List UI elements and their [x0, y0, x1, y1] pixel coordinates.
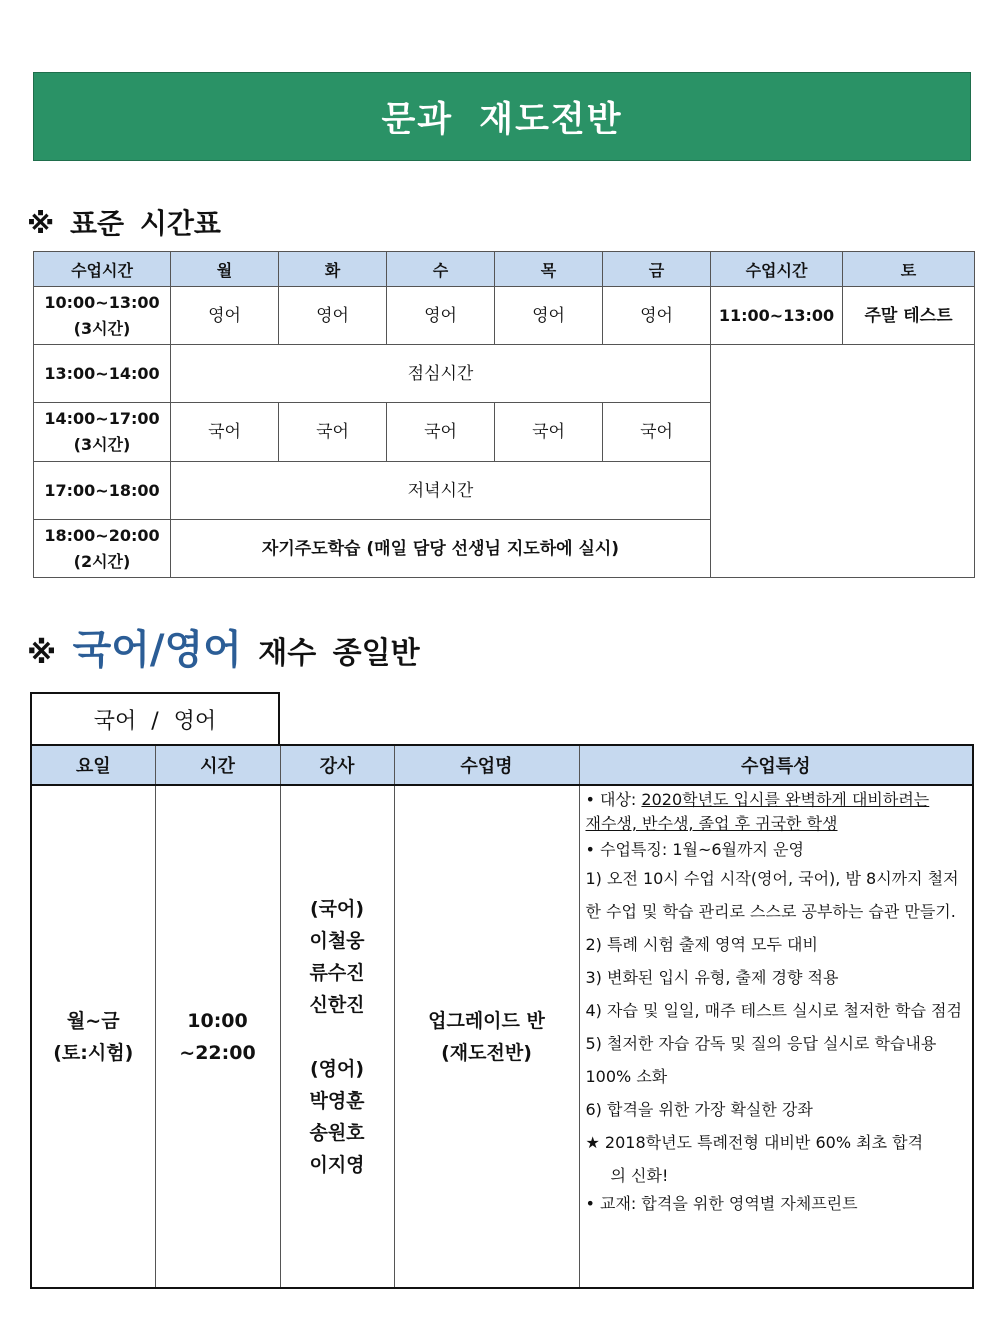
section-title: 재수 종일반 [258, 636, 420, 671]
teacher-name: 신한진 [309, 993, 365, 1016]
class-cell: 국어 [495, 403, 603, 462]
duration: (3시간) [73, 435, 131, 454]
self-study-cell: 자기주도학습 (매일 담당 선생님 지도하에 실시) [171, 520, 711, 578]
target-text: 2020학년도 입시를 완벽하게 대비하려는 [641, 790, 930, 809]
col-header: 수업시간 [34, 252, 171, 287]
col-header: 월 [171, 252, 279, 287]
class-cell: 국어 [171, 403, 279, 462]
feature-line: • 수업특징: 1월~6월까지 운영 [585, 840, 804, 859]
course-subject-tab: 국어 / 영어 [30, 692, 280, 746]
teachers-cell [280, 785, 394, 1288]
feature-point: 2) 특례 시험 출제 영역 모두 대비 [585, 935, 818, 954]
feature-point: 4) 자습 및 일일, 매주 테스트 실시로 철저한 학습 점검 [585, 1001, 962, 1020]
time-range: 18:00~20:00 [44, 525, 160, 545]
class-cell: 영어 [387, 287, 495, 345]
textbook-line: • 교재: 합격을 위한 영역별 자체프린트 [585, 1194, 858, 1213]
section-accent-title: 국어/영어 [72, 627, 242, 673]
dinner-break-cell: 저녁시간 [171, 462, 711, 520]
class-name-sub: (재도전반) [441, 1041, 532, 1064]
col-header: 목 [495, 252, 603, 287]
duration: (3시간) [73, 318, 131, 338]
col-header: 수업명 [394, 745, 579, 785]
duration: (2시간) [73, 551, 131, 571]
standard-schedule-table [33, 251, 975, 578]
col-header: 화 [279, 252, 387, 287]
banner-title: 문과 재도전반 [381, 99, 623, 140]
section-standard-schedule-heading [27, 202, 221, 242]
feature-point: 6) 합격을 위한 가장 확실한 강좌 [585, 1100, 813, 1119]
class-cell: 영어 [171, 287, 279, 345]
class-cell: 영어 [495, 287, 603, 345]
class-name-cell [394, 785, 579, 1288]
col-header: 수업시간 [711, 252, 843, 287]
teacher-name: 류수진 [309, 961, 365, 984]
teacher-name: 송원호 [309, 1121, 365, 1144]
teacher-group-label: (국어) [309, 897, 365, 920]
end-time: ~22:00 [179, 1041, 256, 1064]
class-cell: 국어 [279, 403, 387, 462]
days-cell [31, 785, 155, 1288]
achievement-line: ★ 2018학년도 특례전형 대비반 60% 최초 합격 [585, 1133, 924, 1152]
teacher-name: 박영훈 [309, 1089, 365, 1112]
teacher-name: 이철웅 [309, 929, 365, 952]
page-banner [33, 72, 971, 161]
target-text-cont: 재수생, 반수생, 졸업 후 귀국한 학생 [585, 814, 838, 833]
empty-saturday-area [711, 345, 975, 578]
hours-cell [155, 785, 280, 1288]
class-cell: 영어 [603, 287, 711, 345]
time-cell: 13:00~14:00 [34, 345, 171, 403]
col-header: 수 [387, 252, 495, 287]
time-cell [34, 520, 171, 578]
class-cell: 국어 [603, 403, 711, 462]
class-cell: 국어 [387, 403, 495, 462]
section-full-day-class-heading [27, 618, 420, 675]
time-cell [34, 287, 171, 345]
col-header: 수업특성 [579, 745, 973, 785]
table-header-row [31, 745, 973, 785]
table-row [31, 785, 973, 1288]
days-text: 월~금 [66, 1009, 120, 1032]
teacher-name: 이지영 [309, 1153, 365, 1176]
class-cell: 영어 [279, 287, 387, 345]
class-name: 업그레이드 반 [428, 1009, 545, 1032]
time-range: 14:00~17:00 [44, 409, 160, 428]
col-header: 시간 [155, 745, 280, 785]
achievement-line-cont: 의 신화! [610, 1166, 669, 1185]
table-row [34, 287, 975, 345]
spacer [281, 1021, 394, 1053]
reference-mark: ※ [27, 636, 57, 671]
table-header-row [34, 252, 975, 287]
time-range: 10:00~13:00 [44, 292, 160, 312]
start-time: 10:00 [187, 1009, 248, 1032]
feature-point: 1) 오전 10시 수업 시작(영어, 국어), 밤 8시까지 철저한 수업 및 학습 관리로 스스로 공부하는 습관 만들기. [585, 869, 959, 921]
saturday-class-cell: 주말 테스트 [843, 287, 975, 345]
teacher-group-label: (영어) [309, 1057, 365, 1080]
feature-point: 3) 변화된 입시 유형, 출제 경향 적용 [585, 968, 839, 987]
section-title: 표준 시간표 [69, 207, 221, 240]
col-header: 금 [603, 252, 711, 287]
col-header: 강사 [280, 745, 394, 785]
lunch-break-cell: 점심시간 [171, 345, 711, 403]
target-label: • 대상: [585, 790, 642, 809]
col-header: 토 [843, 252, 975, 287]
reference-mark: ※ [27, 207, 55, 240]
time-cell [34, 403, 171, 462]
table-row [34, 345, 975, 403]
saturday-time-cell: 11:00~13:00 [711, 287, 843, 345]
col-header: 요일 [31, 745, 155, 785]
features-cell [579, 785, 973, 1288]
days-note: (토:시험) [53, 1041, 134, 1064]
course-table [30, 744, 974, 1289]
feature-point: 5) 철저한 자습 감독 및 질의 응답 실시로 학습내용 100% 소화 [585, 1034, 937, 1086]
target-line [586, 788, 968, 812]
time-cell: 17:00~18:00 [34, 462, 171, 520]
